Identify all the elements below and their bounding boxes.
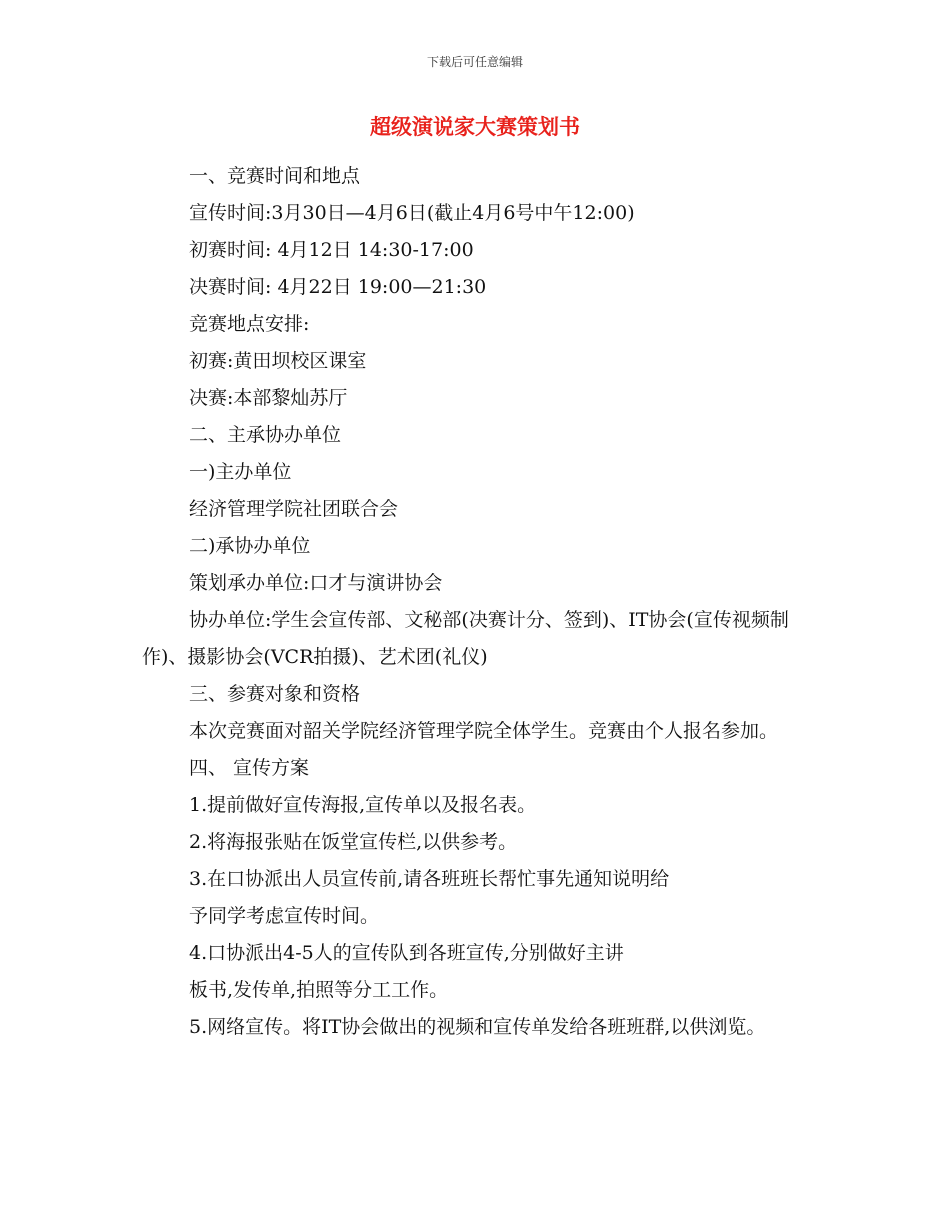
organizer-name: 经济管理学院社团联合会	[189, 498, 399, 520]
venue-heading: 竞赛地点安排:	[189, 313, 310, 335]
publicity-time: 宣传时间:3月30日—4月6日(截止4月6号中午12:00)	[189, 202, 635, 224]
organizer-heading: 一)主办单位	[189, 461, 292, 483]
publicity-item-3-cont: 予同学考虑宣传时间。	[189, 905, 380, 927]
section-heading-1: 一、竞赛时间和地点	[189, 165, 361, 187]
host-unit: 策划承办单位:口才与演讲协会	[189, 572, 443, 594]
eligibility: 本次竞赛面对韶关学院经济管理学院全体学生。竞赛由个人报名参加。	[189, 720, 779, 742]
section-heading-4: 四、 宣传方案	[189, 757, 310, 779]
document-title: 超级演说家大赛策划书	[370, 115, 580, 139]
section-heading-2: 二、主承协办单位	[189, 424, 342, 446]
final-venue: 决赛:本部黎灿苏厅	[189, 387, 348, 409]
publicity-item-1: 1.提前做好宣传海报,宣传单以及报名表。	[189, 794, 537, 816]
document-body	[142, 158, 812, 1046]
page-header: 下载后可任意编辑	[426, 55, 523, 69]
publicity-item-2: 2.将海报张贴在饭堂宣传栏,以供参考。	[189, 831, 518, 853]
final-time: 决赛时间: 4月22日 19:00—21:30	[189, 276, 487, 298]
publicity-item-5: 5.网络宣传。将IT协会做出的视频和宣传单发给各班班群,以供浏览。	[189, 1016, 766, 1038]
preliminary-venue: 初赛:黄田坝校区课室	[189, 350, 367, 372]
section-heading-3: 三、参赛对象和资格	[189, 683, 361, 705]
co-organizer-heading: 二)承协办单位	[189, 535, 311, 557]
preliminary-time: 初赛时间: 4月12日 14:30-17:00	[189, 239, 474, 261]
co-organizers: 协办单位:学生会宣传部、文秘部(决赛计分、签到)、IT协会(宣传视频制作)、摄影协会(VCR拍摄)、艺术团(礼仪)	[142, 609, 789, 668]
publicity-item-4: 4.口协派出4-5人的宣传队到各班宣传,分别做好主讲	[189, 942, 624, 964]
publicity-item-4-cont: 板书,发传单,拍照等分工工作。	[189, 979, 449, 1001]
publicity-item-3: 3.在口协派出人员宣传前,请各班班长帮忙事先通知说明给	[189, 868, 670, 890]
